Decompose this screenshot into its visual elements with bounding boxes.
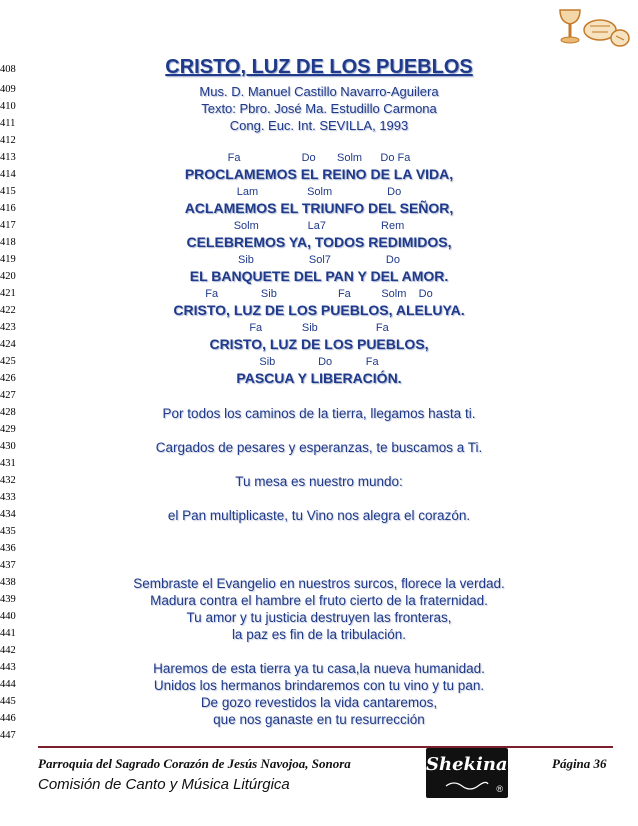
footer-commission: Comisión de Canto y Música Litúrgica (38, 776, 290, 793)
line-number: 437 (0, 560, 16, 571)
line-number: 408 (0, 64, 16, 75)
line-number: 431 (0, 458, 16, 469)
line-number: 417 (0, 220, 16, 231)
chord-line: Fa Sib Fa Solm Do (205, 288, 433, 300)
line-number: 420 (0, 271, 16, 282)
line-number: 445 (0, 696, 16, 707)
line-number: 435 (0, 526, 16, 537)
verse-line: Haremos de esta tierra ya tu casa,la nueva humanidad. (153, 661, 485, 676)
chorus-line: EL BANQUETE DEL PAN Y DEL AMOR. (189, 268, 449, 284)
line-number: 432 (0, 475, 16, 486)
line-number: 429 (0, 424, 16, 435)
shekinah-logo (426, 748, 521, 798)
footer-parish: Parroquia del Sagrado Corazón de Jesús Navojoa, Sonora (38, 756, 351, 771)
line-number: 424 (0, 339, 16, 350)
chorus-line: CRISTO, LUZ DE LOS PUEBLOS, ALELUYA. (173, 302, 465, 318)
line-number: 436 (0, 543, 16, 554)
line-number: 421 (0, 288, 16, 299)
line-number: 443 (0, 662, 16, 673)
verse-line: De gozo revestidos la vida cantaremos, (200, 695, 438, 710)
line-number: 442 (0, 645, 16, 656)
music-credit: Mus. D. Manuel Castillo Navarro-Aguilera (199, 84, 439, 99)
line-number: 409 (0, 84, 16, 95)
chorus-line: ACLAMEMOS EL TRIUNFO DEL SEÑOR, (184, 200, 454, 216)
verse-line: Sembraste el Evangelio en nuestros surcos, florece la verdad. (133, 576, 505, 591)
registered-mark: ® (496, 784, 503, 794)
chorus-line: CELEBREMOS YA, TODOS REDIMIDOS, (186, 234, 452, 250)
line-number: 426 (0, 373, 16, 384)
line-number: 419 (0, 254, 16, 265)
chord-line: Lam Solm Do (236, 186, 402, 198)
verse-line: la paz es fin de la tribulación. (231, 627, 407, 642)
verse-line: Cargados de pesares y esperanzas, te buscamos a Ti. (155, 440, 483, 455)
verse-line: el Pan multiplicaste, tu Vino nos alegra el corazón. (167, 508, 471, 523)
line-number: 425 (0, 356, 16, 367)
line-number: 415 (0, 186, 16, 197)
chord-line: Sib Do Fa (259, 356, 379, 368)
line-number: 414 (0, 169, 16, 180)
line-number: 422 (0, 305, 16, 316)
line-number: 410 (0, 101, 16, 112)
line-number: 418 (0, 237, 16, 248)
line-number: 433 (0, 492, 16, 503)
line-number: 416 (0, 203, 16, 214)
line-number: 430 (0, 441, 16, 452)
verse-line: Tu mesa es nuestro mundo: (235, 474, 403, 489)
line-number: 411 (0, 118, 16, 129)
line-number: 434 (0, 509, 16, 520)
verse-line: que nos ganaste en tu resurrección (213, 712, 425, 727)
line-number: 413 (0, 152, 16, 163)
line-number: 440 (0, 611, 16, 622)
footer-divider (38, 746, 613, 748)
chorus-line: PROCLAMEMOS EL REINO DE LA VIDA, (184, 166, 454, 182)
verse-line: Unidos los hermanos brindaremos con tu vino y tu pan. (153, 678, 485, 693)
line-number: 439 (0, 594, 16, 605)
line-number: 441 (0, 628, 16, 639)
line-number: 438 (0, 577, 16, 588)
line-number: 446 (0, 713, 16, 724)
chord-line: Fa Do Solm Do Fa (227, 152, 411, 164)
chord-line: Sib Sol7 Do (238, 254, 400, 266)
line-number: 447 (0, 730, 16, 741)
verse-line: Por todos los caminos de la tierra, llegamos hasta ti. (162, 406, 476, 421)
chorus-line: CRISTO, LUZ DE LOS PUEBLOS, (209, 336, 429, 352)
verse-line: Madura contra el hambre el fruto cierto de la fraternidad. (150, 593, 488, 608)
line-number: 444 (0, 679, 16, 690)
chalice-and-bread-icon (540, 4, 632, 52)
chorus-line: PASCUA Y LIBERACIÓN. (236, 370, 402, 386)
song-title: CRISTO, LUZ DE LOS PUEBLOS (165, 56, 473, 78)
line-number: 412 (0, 135, 16, 146)
source-credit: Cong. Euc. Int. SEVILLA, 1993 (229, 118, 409, 133)
chord-line: Fa Sib Fa (249, 322, 389, 334)
logo-text: Shekinah (426, 754, 521, 775)
text-credit: Texto: Pbro. José Ma. Estudillo Carmona (201, 101, 437, 116)
line-number: 427 (0, 390, 16, 401)
chord-line: Solm La7 Rem (233, 220, 405, 232)
logo-flourish-icon (444, 778, 490, 790)
page-number: Página 36 (552, 756, 607, 771)
line-number: 428 (0, 407, 16, 418)
line-number: 423 (0, 322, 16, 333)
verse-line: Tu amor y tu justicia destruyen las fronteras, (186, 610, 452, 625)
